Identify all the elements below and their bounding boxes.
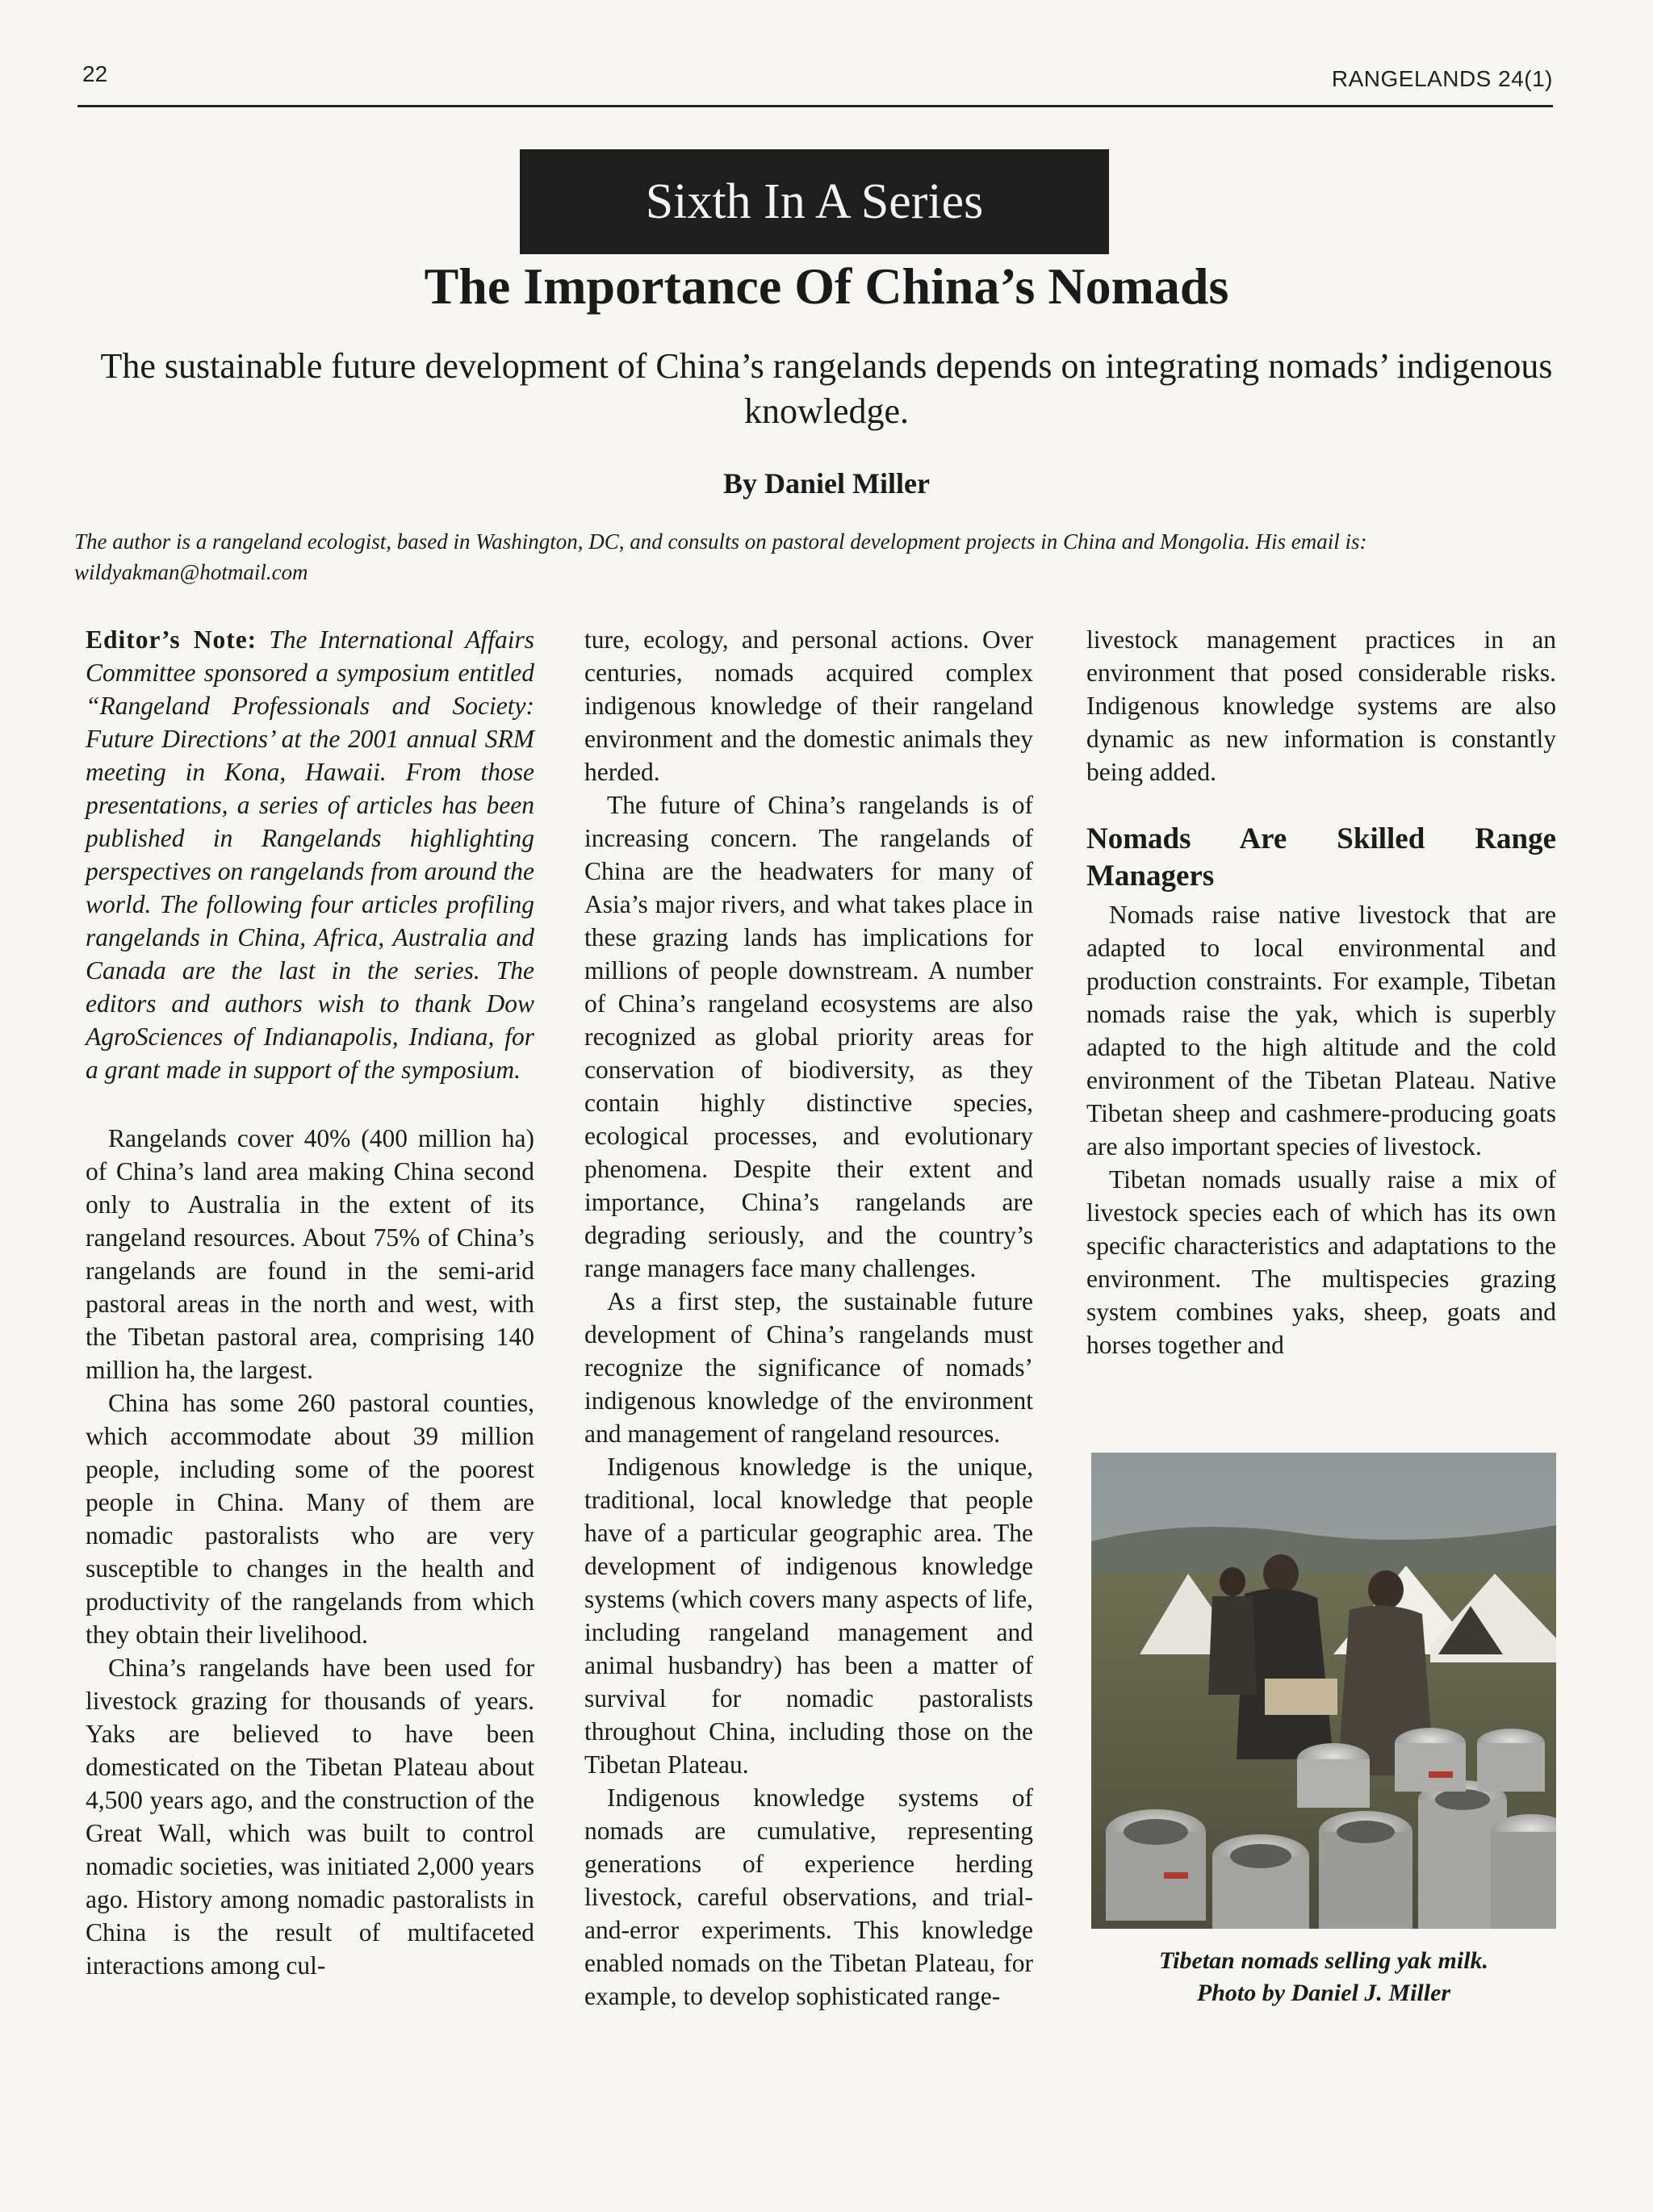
running-header (77, 56, 1553, 97)
journal-name: RANGELANDS 24(1) (1331, 66, 1553, 91)
section-heading: Nomads Are Skilled Range Managers (1086, 822, 1556, 893)
byline: By Daniel Miller (723, 467, 930, 500)
paragraph-continuation: livestock management practices in an environment that posed considerable risks. Indigenous knowledge systems are also dynamic as new information is constantly being added. (1086, 625, 1556, 786)
article-subtitle: The sustainable future development of China’s rangelands depends on integrating nomads’ indigenous knowledge. (100, 346, 1553, 431)
photo-caption (1091, 1945, 1556, 2009)
column-3 (1086, 623, 1556, 1361)
page-number: 22 (82, 61, 108, 86)
editors-note-text: The International Affairs Committee sponsored a symposium entitled “Rangeland Professionals and Society: Future Directions’ at the 2001 annual SRM meeting in Kona, Hawaii. From those presentations, a series of articles has been published in Rangelands highlighting perspectives on rangelands from around the world. The following four articles profiling rangelands in China, Africa, Australia and Canada are the last in the series. The editors and authors wish to thank Dow AgroSciences of Indianapolis, Indiana, for a grant made in support of the symposium. (86, 625, 535, 1084)
author-note: The author is a rangeland ecologist, based in Washington, DC, and consults on pastoral development projects in China and Mongolia. His email is: wildyakman@hotmail.com (74, 529, 1367, 584)
paragraph: Rangelands cover 40% (400 million ha) of China’s land area making China second only to Australia in the extent of its rangeland resources. About 75% of China’s rangelands are found in the semi-arid pastoral areas in the north and west, with the Tibetan pastoral area, comprising 140 million ha, the largest. (86, 1124, 534, 1384)
paragraph: Indigenous knowledge systems of nomads are cumulative, representing generations of experience herding livestock, careful observations, and trial-and-error experiments. This knowledge enabled nomads on the Tibetan Plateau, for example, to develop sophisticated range- (584, 1783, 1033, 2010)
column-2 (584, 623, 1033, 2013)
caption-line-2: Photo by Daniel J. Miller (1196, 1980, 1451, 2006)
paragraph: China’s rangelands have been used for livestock grazing for thousands of years. Yaks are believed to have been domesticated on the Tibetan Plateau about 4,500 years ago, and the construction of the Great Wall, which was built to control nomadic societies, was initiated 2,000 years ago. History among nomadic pastoralists in China is the result of multifaceted interactions among cul- (86, 1654, 534, 1980)
article-title: The Importance Of China’s Nomads (424, 257, 1229, 315)
editors-note (86, 623, 534, 1086)
column-1 (86, 623, 534, 1982)
paragraph: China has some 260 pastoral counties, which accommodate about 39 million people, including some of the poorest people in China. Many of them are nomadic pastoralists who are very susceptible to changes in the health and productivity of the rangelands from which they obtain their livelihood. (86, 1389, 534, 1649)
paragraph: As a first step, the sustainable future development of China’s rangelands must recognize the significance of nomads’ indigenous knowledge of the environment and management of rangeland resources. (584, 1287, 1033, 1448)
caption-line-1: Tibetan nomads selling yak milk. (1158, 1947, 1489, 1974)
series-label: Sixth In A Series (645, 174, 984, 229)
paragraph: Tibetan nomads usually raise a mix of livestock species each of which has its own specific characteristics and adaptations to the environment. The multispecies grazing system combines yaks, sheep, goats and horses together and (1086, 1165, 1556, 1359)
series-banner (520, 149, 1109, 254)
paragraph-continuation: ture, ecology, and personal actions. Over centuries, nomads acquired complex indigenous knowledge of their rangeland environment and the domestic animals they herded. (584, 625, 1033, 786)
header-rule (77, 105, 1553, 107)
paragraph: The future of China’s rangelands is of increasing concern. The rangelands of China are the headwaters for many of Asia’s major rivers, and what takes place in these grazing lands has implications for millions of people downstream. A number of China’s rangeland ecosystems are also recognized as global priority areas for conservation of biodiversity, as they contain highly distinctive species, ecological processes, and evolutionary phenomena. Despite their extent and importance, China’s rangelands are degrading seriously, and the country’s range managers face many challenges. (584, 791, 1033, 1282)
editors-note-label: Editor’s Note: (86, 625, 257, 654)
photo-nomads-yak-milk (1091, 1453, 1556, 1929)
paragraph: Indigenous knowledge is the unique, traditional, local knowledge that people have of a particular geographic area. The development of indigenous knowledge systems (which covers many aspects of life, including rangeland management and animal husbandry) has been a matter of survival for nomadic pastoralists throughout China, including those on the Tibetan Plateau. (584, 1453, 1033, 1779)
paragraph: Nomads raise native livestock that are adapted to local environmental and production constraints. For example, Tibetan nomads raise the yak, which is superbly adapted to the high altitude and the cold environment of the Tibetan Plateau. Native Tibetan sheep and cashmere-producing goats are also important species of livestock. (1086, 901, 1556, 1160)
